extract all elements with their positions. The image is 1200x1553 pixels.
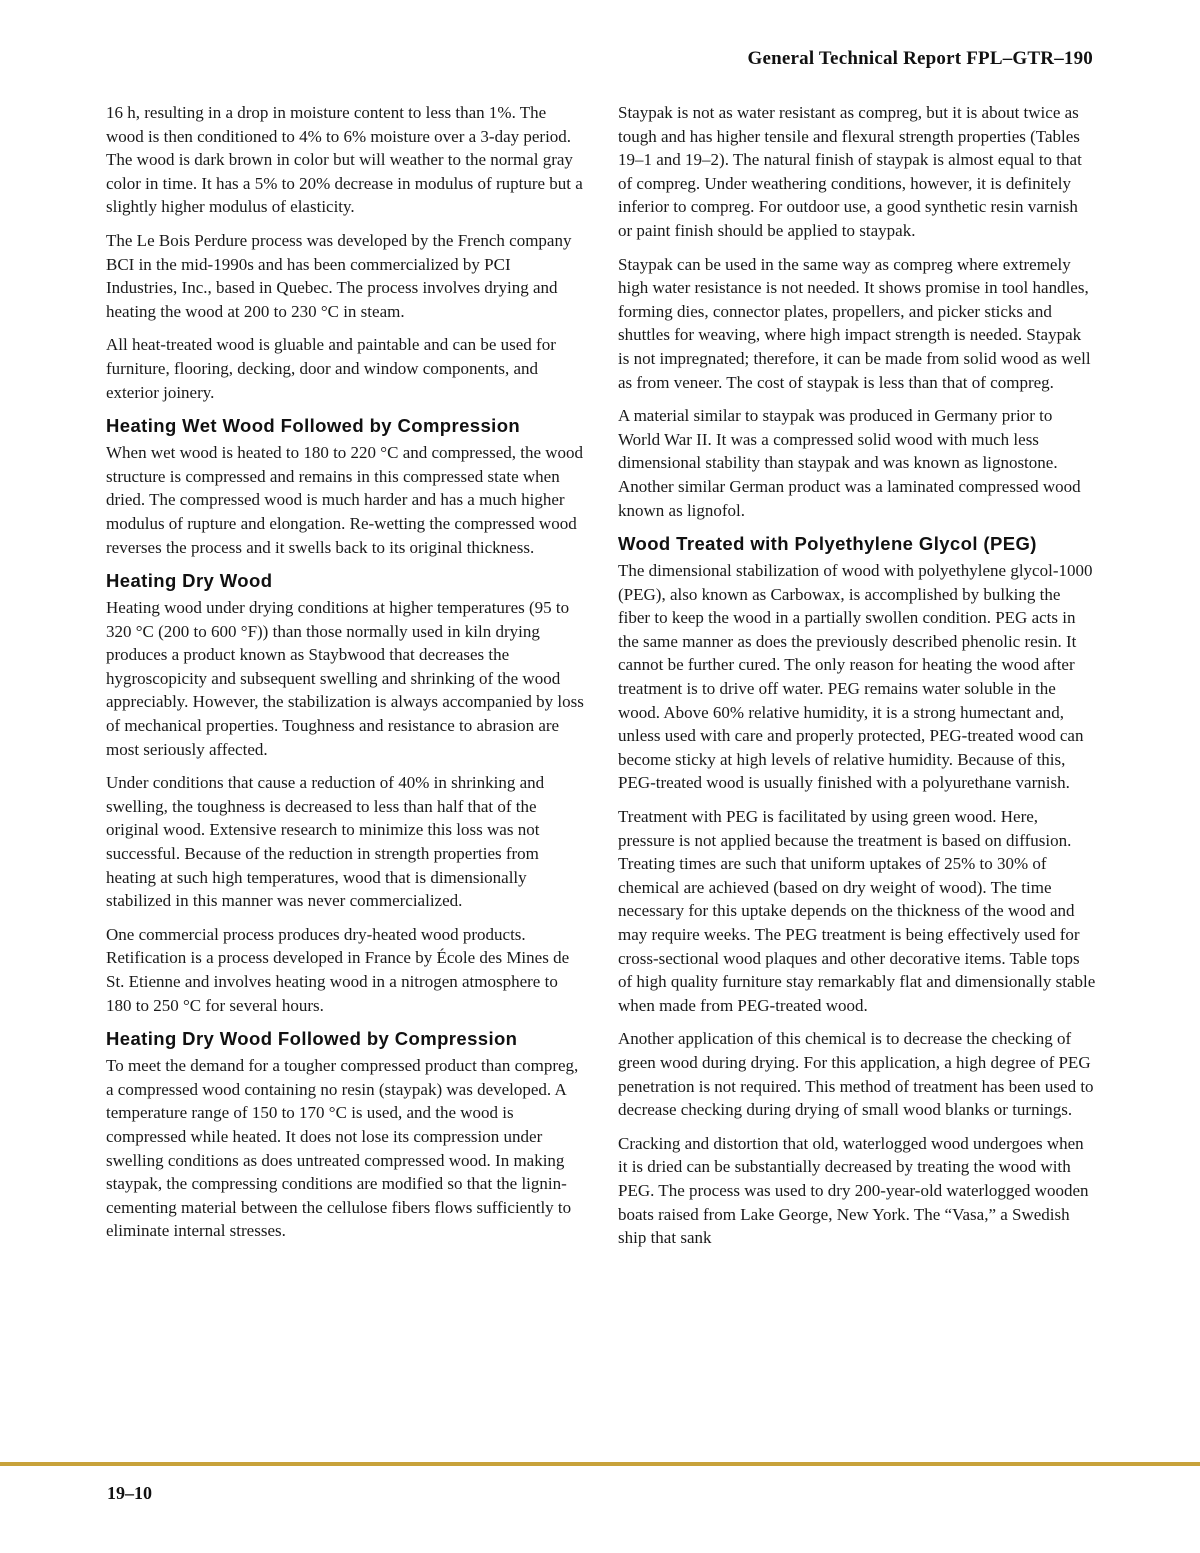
section-heading: Heating Wet Wood Followed by Compression [106,415,521,437]
footer-rule [0,1462,1200,1466]
body-paragraph: Staypak is not as water resistant as compreg, but it is about twice as tough and has higher tensile and flexural strength properties (Tables 19–1 and 19–2). The natural finish of staypak is almost equal to that of compreg. Under weathering conditions, however, it is definitely inferior to compreg. For outdoor use, a good synthetic resin varnish or paint finish should be applied to staypak. [618,103,1082,240]
section-heading: Heating Dry Wood Followed by Compression [106,1028,518,1050]
body-paragraph: The dimensional stabilization of wood with polyethylene glycol-1000 (PEG), also known as Carbowax, is accomplished by bulking the fiber to keep the wood in a partially swollen condition. PEG acts in the same manner as does the previously described phenolic resin. It cannot be further cured. The only reason for heating the wood after treatment is to drive off water. PEG remains water soluble in the wood. Above 60% relative humidity, it is a strong humectant and, unless used with care and properly protected, PEG-treated wood can become sticky at high levels of relative humidity. Because of this, PEG-treated wood is usually finished with a polyurethane varnish. [618,561,1093,793]
page-number: 19–10 [107,1483,152,1503]
body-paragraph: The Le Bois Perdure process was developed by the French company BCI in the mid-1990s and has been commercialized by PCI Industries, Inc., based in Quebec. The process involves drying and heating the wood at 200 to 230 °C in steam. [106,230,572,321]
section-heading: Heating Dry Wood [106,570,273,592]
section-heading: Wood Treated with Polyethylene Glycol (PEG) [618,533,1037,555]
body-paragraph: All heat-treated wood is gluable and paintable and can be used for furniture, flooring, decking, door and window components, and exterior joinery. [106,335,556,402]
running-header: General Technical Report FPL–GTR–190 [747,48,1093,69]
body-paragraph: Heating wood under drying conditions at higher temperatures (95 to 320 °C (200 to 600 °F)) than those normally used in kiln drying produces a product known as Staybwood that decreases the hygroscopicity and subsequent swelling and shrinking of the wood appreciably. However, the stabilization is always accompanied by loss of mechanical properties. Toughness and resistance to abrasion are most seriously affected. [106,598,584,759]
body-paragraph: A material similar to staypak was produced in Germany prior to World War II. It was a compressed solid wood with much less dimensional stability than staypak and was known as lignostone. Another similar German product was a laminated compressed wood known as lignofol. [618,406,1081,520]
body-paragraph: 16 h, resulting in a drop in moisture content to less than 1%. The wood is then conditioned to 4% to 6% moisture over a 3-day period. The wood is dark brown in color but will weather to the normal gray color in time. It has a 5% to 20% decrease in modulus of rupture but a slightly higher modulus of elasticity. [106,103,583,217]
body-paragraph: Another application of this chemical is to decrease the checking of green wood during drying. For this application, a high degree of PEG penetration is not required. This method of treatment has been used to decrease checking during drying of small wood blanks or turnings. [618,1029,1094,1120]
body-paragraph: Cracking and distortion that old, waterlogged wood undergoes when it is dried can be substantially decreased by treating the wood with PEG. The process was used to dry 200-year-old waterlogged wooden boats raised from Lake George, New York. The “Vasa,” a Swedish ship that sank [618,1133,1089,1248]
right-column [618,101,1096,1260]
body-paragraph: To meet the demand for a tougher compressed product than compreg, a compressed wood containing no resin (staypak) was developed. A temperature range of 150 to 170 °C is used, and the wood is compressed while heated. It does not lose its compression under swelling conditions as does untreated compressed wood. In making staypak, the compressing conditions are modified so that the lignin-cementing material between the cellulose fibers flows sufficiently to eliminate internal stresses. [106,1056,579,1241]
body-paragraph: Under conditions that cause a reduction of 40% in shrinking and swelling, the toughness is decreased to less than half that of the original wood. Extensive research to minimize this loss was not successful. Because of the reduction in strength properties from heating at such high temperatures, wood that is dimensionally stabilized in this manner was never commercialized. [106,773,545,911]
body-paragraph: Staypak can be used in the same way as compreg where extremely high water resistance is not needed. It shows promise in tool handles, forming dies, connector plates, propellers, and picker sticks and shuttles for weaving, where high impact strength is needed. Staypak is not impregnated; therefore, it can be made from solid wood as well as from veneer. The cost of staypak is less than that of compreg. [618,254,1091,392]
left-column [106,101,584,1253]
body-paragraph: One commercial process produces dry-heated wood products. Retification is a process developed in France by École des Mines de St. Etienne and involves heating wood in a nitrogen atmosphere to 180 to 250 °C for several hours. [106,924,570,1015]
body-paragraph: When wet wood is heated to 180 to 220 °C and compressed, the wood structure is compressed and remains in this compressed state when dried. The compressed wood is much harder and has a much higher modulus of rupture and elongation. Re-wetting the compressed wood reverses the process and it swells back to its original thickness. [106,443,584,557]
body-paragraph: Treatment with PEG is facilitated by using green wood. Here, pressure is not applied because the treatment is based on diffusion. Treating times are such that uniform uptakes of 25% to 30% of chemical are achieved (based on dry weight of wood). The time necessary for this uptake depends on the thickness of the wood and may require weeks. The PEG treatment is being effectively used for cross-sectional wood plaques and other decorative items. Table tops of high quality furniture stay remarkably flat and dimensionally stable when made from PEG-treated wood. [618,807,1096,1015]
